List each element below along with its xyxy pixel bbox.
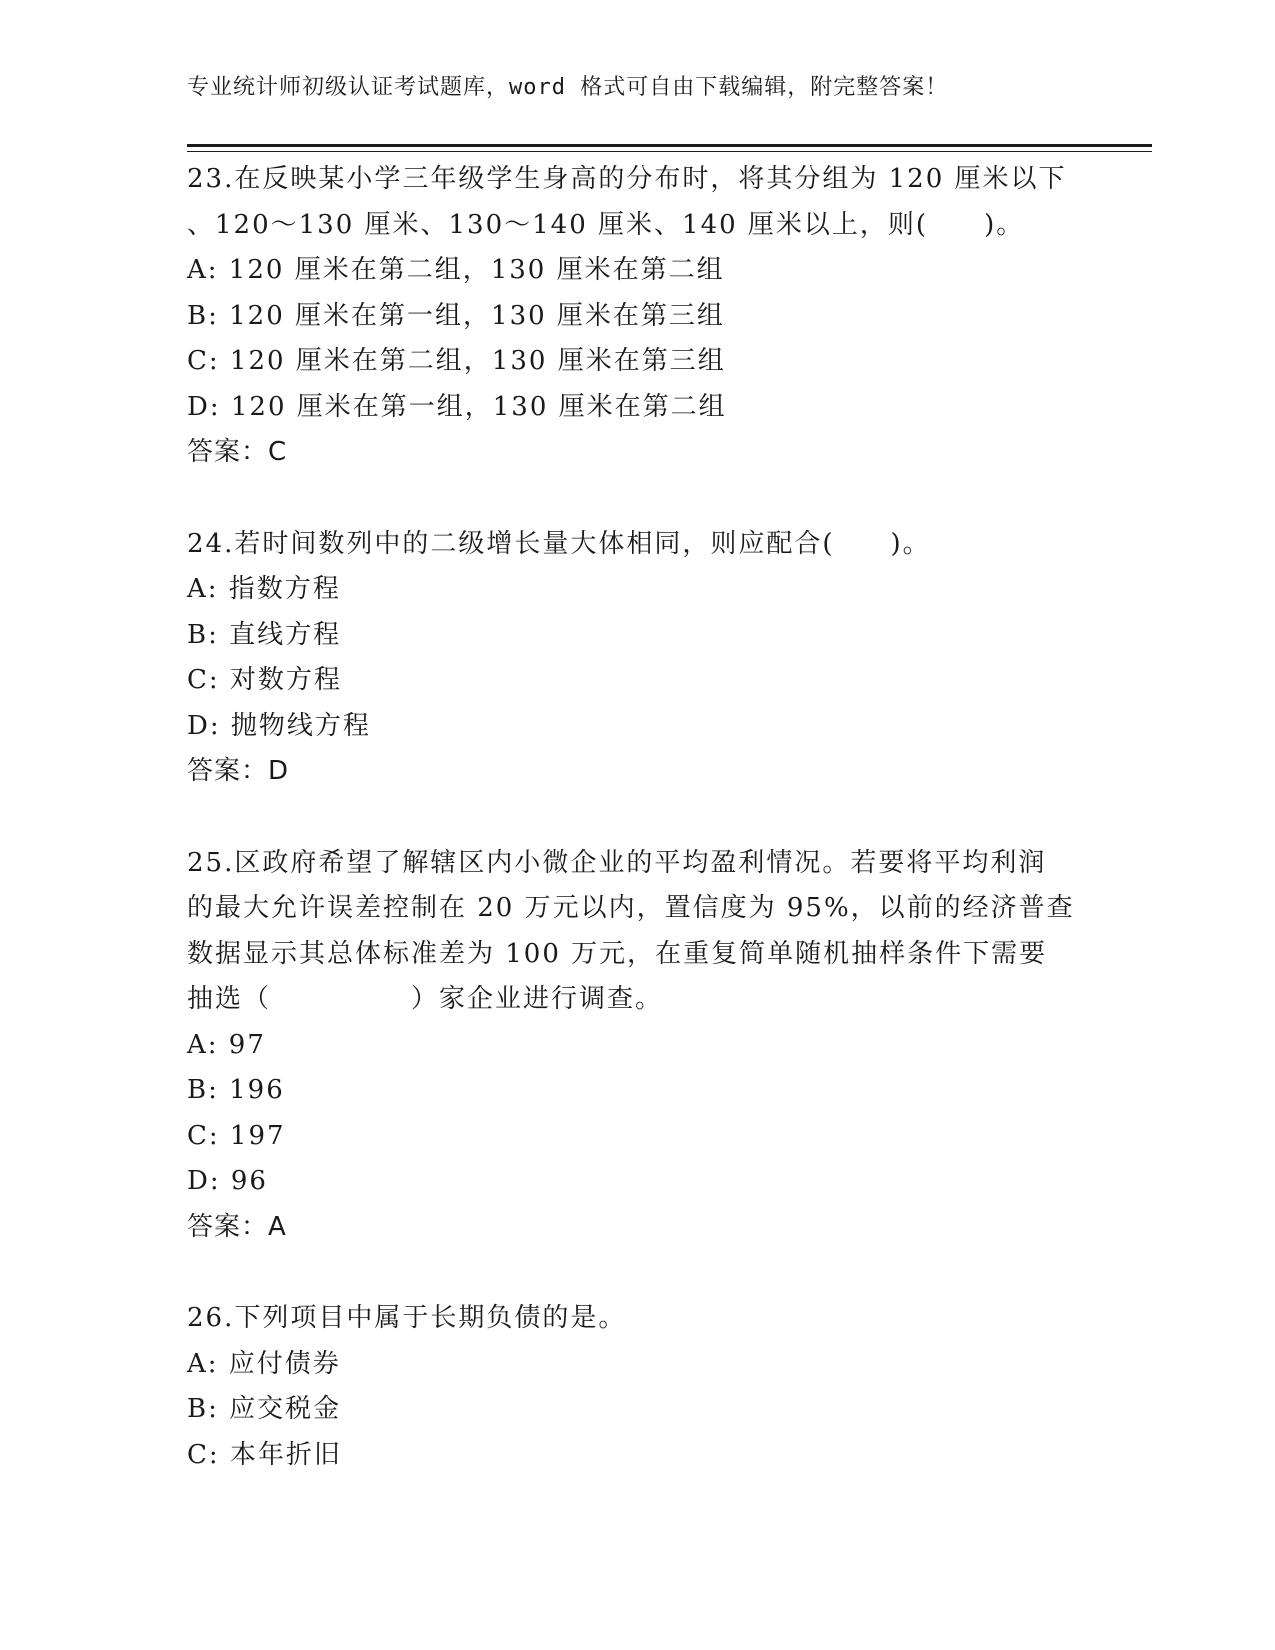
spacer <box>187 476 1087 522</box>
page-header: 专业统计师初级认证考试题库，word 格式可自由下载编辑，附完整答案！ <box>187 75 949 100</box>
spacer <box>187 1250 1087 1296</box>
question-stem-line: 23.在反映某小学三年级学生身高的分布时，将其分组为 120 厘米以下 <box>187 164 1067 194</box>
option-a: A: 97 <box>187 1029 266 1060</box>
question-stem-line: 的最大允许误差控制在 20 万元以内，置信度为 95%，以前的经济普查 <box>187 893 1075 923</box>
question-stem-line: 、120～130 厘米、130～140 厘米、140 厘米以上，则( )。 <box>187 209 1025 240</box>
question-stem-line: 25.区政府希望了解辖区内小微企业的平均盈利情况。若要将平均利润 <box>187 847 1047 878</box>
question-block <box>187 522 1087 795</box>
option-c: C: 对数方程 <box>187 665 342 695</box>
option-b: B: 196 <box>187 1075 285 1105</box>
spacer <box>187 795 1087 841</box>
header-rule-thin <box>187 151 1152 152</box>
header-rule-thick <box>187 144 1152 147</box>
answer-line: 答案：A <box>187 1211 287 1242</box>
question-stem-line: 24.若时间数列中的二级增长量大体相同，则应配合( )。 <box>187 528 931 559</box>
question-stem-line: 数据显示其总体标准差为 100 万元，在重复简单随机抽样条件下需要 <box>187 938 1048 969</box>
option-c: C: 197 <box>187 1120 286 1151</box>
option-a: A: 应付债券 <box>187 1348 341 1379</box>
option-d: D: 120 厘米在第一组，130 厘米在第二组 <box>187 391 727 422</box>
option-b: B: 直线方程 <box>187 619 342 650</box>
option-a: A: 120 厘米在第二组，130 厘米在第二组 <box>187 255 725 285</box>
question-block <box>187 841 1087 1251</box>
question-stem-line: 26.下列项目中属于长期负债的是。 <box>187 1303 627 1333</box>
option-a: A: 指数方程 <box>187 574 341 604</box>
question-list <box>187 157 1087 1478</box>
option-c: C: 120 厘米在第二组，130 厘米在第三组 <box>187 346 726 376</box>
option-d: D: 96 <box>187 1166 268 1196</box>
question-block <box>187 157 1087 476</box>
answer-line: 答案：D <box>187 756 290 786</box>
option-b: B: 120 厘米在第一组，130 厘米在第三组 <box>187 300 725 331</box>
option-d: D: 抛物线方程 <box>187 710 371 741</box>
answer-line: 答案：C <box>187 437 288 467</box>
question-stem-line: 抽选（ ）家企业进行调查。 <box>187 984 664 1014</box>
option-b: B: 应交税金 <box>187 1394 342 1424</box>
question-block <box>187 1296 1087 1478</box>
option-c: C: 本年折旧 <box>187 1439 342 1470</box>
